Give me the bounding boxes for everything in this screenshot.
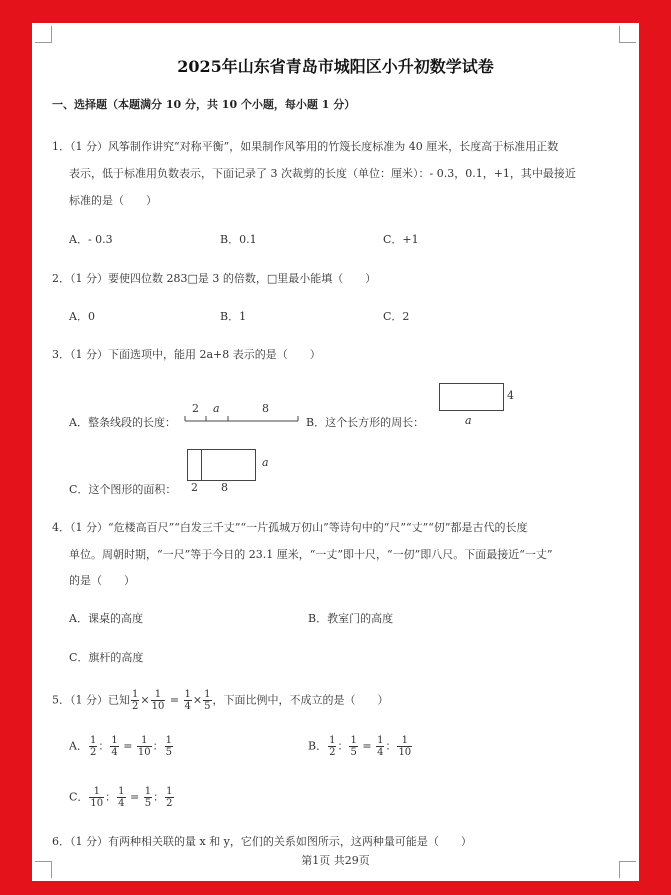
fraction: [397, 735, 412, 758]
colon: ：: [152, 739, 164, 753]
segment-label-8: 8: [262, 402, 269, 415]
fraction: [117, 786, 125, 809]
q4-line3: 的是（ ）: [69, 574, 135, 587]
numerator: 1: [377, 735, 384, 746]
denominator: 10: [151, 701, 165, 712]
fraction: [151, 689, 166, 712]
rectangle-label-4: 4: [507, 389, 514, 402]
fraction: [110, 735, 118, 758]
fraction: [165, 735, 173, 758]
q5-option-c: [69, 786, 175, 809]
denominator: 10: [90, 798, 104, 809]
area-label-2: 2: [191, 481, 198, 494]
numerator: 1: [111, 735, 118, 746]
q1-option-c: C．+1: [383, 233, 419, 246]
q4-line1: 4．（1 分）“危楼高百尺”“白发三千丈”“一片孤城万仞山”等诗句中的“尺”“丈”“仞”都是古代的长度: [52, 521, 528, 534]
equals-sign: =: [169, 693, 180, 707]
crop-mark-top-right: [619, 26, 636, 43]
q4-option-c: C．旗杆的高度: [69, 651, 144, 664]
q1-option-b: B．0.1: [220, 233, 257, 246]
fraction: [165, 786, 173, 809]
numerator: 1: [144, 786, 152, 797]
times-sign: ×: [140, 693, 150, 707]
numerator: 1: [137, 735, 152, 747]
q5-option-a: [69, 735, 174, 758]
denominator: 5: [144, 798, 152, 809]
fraction: [89, 735, 97, 758]
fraction: [376, 735, 384, 758]
option-label: C．: [69, 790, 89, 804]
q4-option-a: A．课桌的高度: [69, 612, 143, 625]
q1-line1: 1．（1 分）风筝制作讲究“对称平衡”，如果制作风筝用的竹篾长度标准为 40 厘米，长度高于标准用正数: [52, 140, 559, 153]
denominator: 2: [132, 701, 139, 712]
area-figure: [187, 449, 256, 481]
area-label-a: a: [262, 456, 269, 469]
segment-label-a: a: [213, 402, 220, 415]
equals-sign: =: [123, 739, 133, 753]
fraction: [349, 735, 357, 758]
numerator: 1: [165, 735, 173, 746]
denominator: 10: [398, 747, 412, 758]
denominator: 5: [165, 747, 173, 758]
colon: ：: [153, 790, 165, 804]
colon: ：: [105, 790, 117, 804]
crop-mark-top-left: [35, 26, 52, 43]
fraction: [131, 689, 139, 712]
rectangle-label-a: a: [465, 414, 472, 427]
fraction: [203, 689, 211, 712]
section-heading: 一、选择题（本题满分 10 分，共 10 个小题，每小题 1 分）: [52, 98, 356, 111]
fraction: [89, 786, 104, 809]
colon: ：: [337, 739, 349, 753]
numerator: 1: [397, 735, 412, 747]
segment-label-2: 2: [192, 402, 199, 415]
document-page: [32, 23, 639, 881]
numerator: 1: [184, 689, 191, 700]
denominator: 4: [111, 747, 118, 758]
equals-sign: =: [130, 790, 140, 804]
q3-option-c: C．这个图形的面积：: [69, 483, 177, 496]
q2-option-a: A．0: [69, 310, 95, 323]
numerator: 1: [350, 735, 357, 746]
fraction: [144, 786, 152, 809]
q1-line2: 表示，低于标准用负数表示，下面记录了 3 次裁剪的长度（单位：厘米）：- 0.3，0.1，+1，其中最接近: [69, 167, 576, 180]
q5-option-b: [308, 735, 413, 758]
denominator: 4: [184, 701, 191, 712]
option-label: B．: [308, 739, 328, 753]
numerator: 1: [89, 735, 97, 746]
segment-diagram: [182, 401, 302, 425]
area-label-8: 8: [221, 481, 228, 494]
numerator: 1: [329, 735, 336, 746]
q4-line2: 单位。周朝时期，“一尺”等于今日的 23.1 厘米，“一丈”即十尺，“一仞”即八尺。下面最接近“一丈”: [69, 548, 553, 561]
numerator: 1: [118, 786, 125, 797]
colon: ：: [385, 739, 397, 753]
numerator: 1: [89, 786, 104, 798]
denominator: 4: [118, 798, 125, 809]
fraction: [137, 735, 152, 758]
page-footer: 第1页 共29页: [301, 854, 370, 867]
q2-text: 2．（1 分）要使四位数 283□是 3 的倍数，□里最小能填（ ）: [52, 272, 377, 285]
fraction: [328, 735, 336, 758]
q2-option-b: B．1: [220, 310, 247, 323]
q3-option-b: B．这个长方形的周长：: [306, 416, 425, 429]
denominator: 10: [137, 747, 151, 758]
numerator: 1: [166, 786, 173, 797]
equals-sign: =: [362, 739, 372, 753]
numerator: 1: [204, 689, 211, 700]
q2-option-c: C．2: [383, 310, 410, 323]
q3-option-a: A．整条线段的长度：: [69, 416, 176, 429]
rectangle-diagram: [439, 383, 504, 411]
numerator: 1: [132, 689, 139, 700]
denominator: 4: [377, 747, 384, 758]
denominator: 5: [204, 701, 211, 712]
q1-option-a: A．- 0.3: [69, 233, 113, 246]
colon: ：: [98, 739, 110, 753]
q6-text: 6．（1 分）有两种相关联的量 x 和 y，它们的关系如图所示，这两种量可能是（ ）: [52, 835, 472, 848]
q5-prefix: 5．（1 分）已知: [52, 693, 130, 707]
denominator: 2: [166, 798, 173, 809]
q3-text: 3．（1 分）下面选项中，能用 2a+8 表示的是（ ）: [52, 348, 321, 361]
q5-stem: [52, 689, 389, 712]
fraction: [184, 689, 192, 712]
denominator: 2: [329, 747, 336, 758]
q4-option-b: B．教室门的高度: [308, 612, 394, 625]
q1-line3: 标准的是（ ）: [69, 194, 157, 207]
denominator: 2: [89, 747, 97, 758]
times-sign: ×: [192, 693, 203, 707]
numerator: 1: [151, 689, 166, 701]
option-label: A．: [69, 739, 88, 753]
q5-suffix: ，下面比例中，不成立的是（ ）: [212, 693, 389, 707]
denominator: 5: [350, 747, 357, 758]
exam-title: 2025年山东省青岛市城阳区小升初数学试卷: [177, 57, 494, 76]
